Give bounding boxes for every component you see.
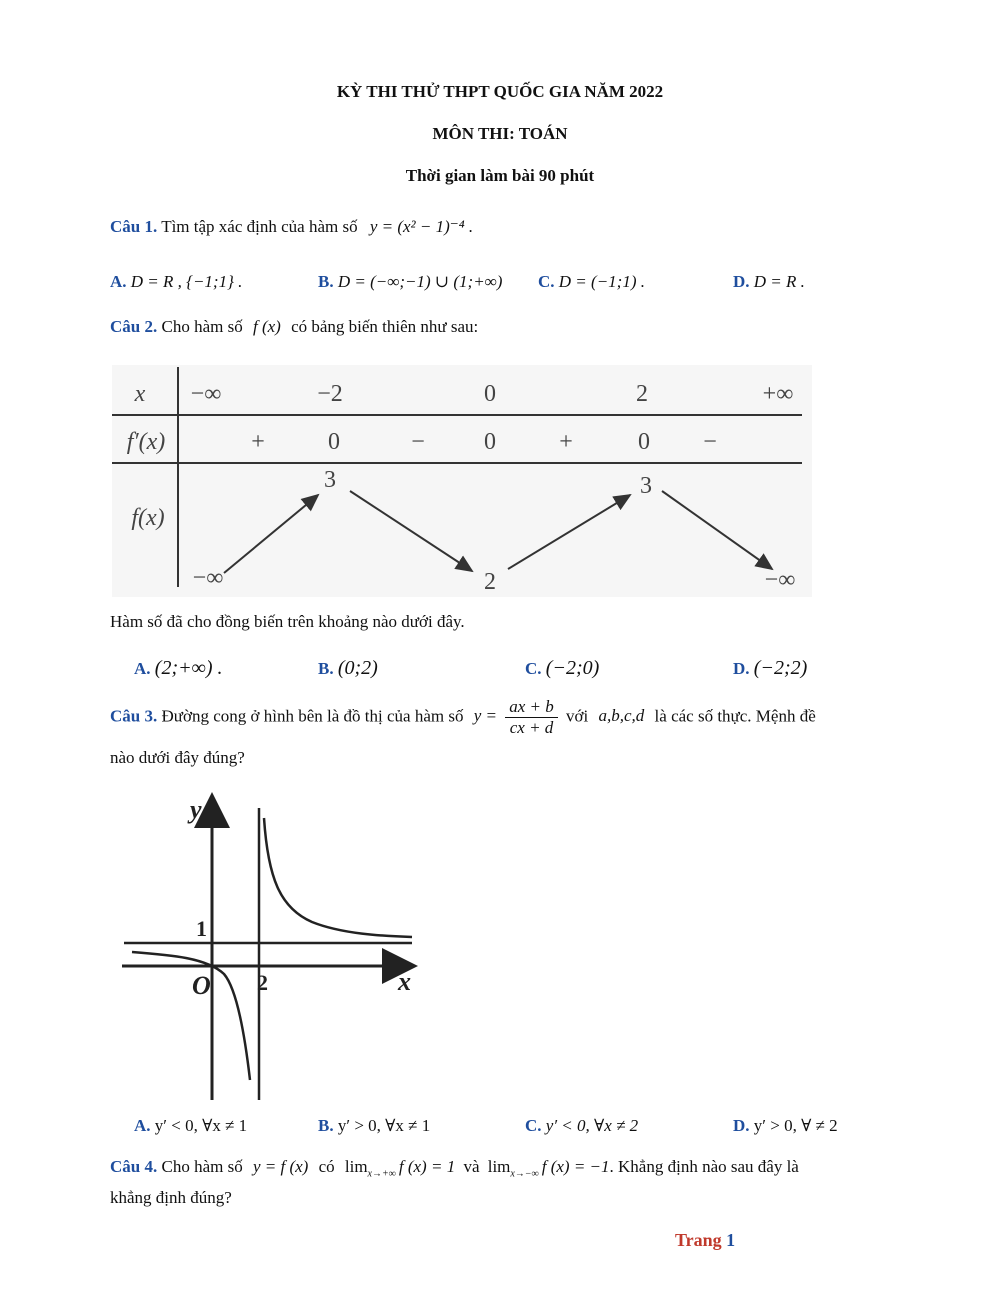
question-3-line2: nào dưới đây đúng? [110,748,245,767]
limit-2: $\lim_{x\to-\infty} f$ (x) = −1 [487,1157,610,1180]
row-label-f: f(x) [131,505,165,531]
question-2: Câu 2. Cho hàm số f (x) có bảng biến thiên như sau: [110,317,479,336]
q2-option-a[interactable]: A. (2;+∞) . [134,657,223,679]
right-branch [264,818,412,937]
exam-title: KỲ THI THỬ THPT QUỐC GIA NĂM 2022 [336,82,664,101]
question-4: Câu 4. Cho hàm số y = f (x) có $\lim_{x\to+\infty} f$ (x) = 1 và $\lim_{x\to-\infty} f$ (x) = −1. Khẳng định nào sau đây là [110,1157,799,1180]
tick-label-2: 2 [257,970,268,995]
sign: − [411,429,425,455]
subject-title: MÔN THI: TOÁN [432,124,568,143]
limit-1: $\lim_{x\to+\infty} f$ (x) = 1 [344,1157,456,1180]
f-value: −∞ [764,567,796,593]
question-2-label: Câu 2. [110,317,158,336]
q1-option-d[interactable]: D. D = R . [733,272,805,291]
sign: 0 [328,429,340,455]
sign: 0 [484,429,496,455]
q2-option-d[interactable]: D. (−2;2) [733,657,808,679]
question-1-label: Câu 1. [110,217,158,236]
sign: 0 [638,429,650,455]
q3-option-a[interactable]: A. y′ < 0, ∀x ≠ 1 [134,1116,248,1135]
x-value: 2 [636,381,648,407]
question-1-text: Tìm tập xác định của hàm số [161,217,358,236]
tick-label-1: 1 [196,916,207,941]
x-value: −2 [317,381,343,407]
x-value: −∞ [190,381,222,407]
row-label-fprime: f′(x) [126,429,166,455]
variation-table [112,365,812,597]
x-label: x [398,967,411,996]
question-1 [110,217,473,237]
f-value: 3 [324,467,336,493]
time-limit: Thời gian làm bài 90 phút [405,166,595,185]
question-2-prompt: Hàm số đã cho đồng biến trên khoảng nào dưới đây. [110,612,465,631]
question-3: Câu 3. Đường cong ở hình bên là đồ thị của hàm số y = $\frac{ax + b}{cx + d}$ với a,b,c,d là các số thực. Mệnh đề [110,697,816,737]
question-1-formula: y = (x² − 1)⁻⁴ . [369,217,474,236]
q3-option-d[interactable]: D. y′ > 0, ∀ ≠ 2 [733,1116,838,1135]
question-3-label: Câu 3. [110,706,158,726]
left-branch [132,952,250,1080]
q3-option-b[interactable]: B. y′ > 0, ∀x ≠ 1 [318,1116,431,1135]
x-value: +∞ [762,381,794,407]
q3-option-c[interactable]: C. y′ < 0, ∀x ≠ 2 [525,1116,639,1135]
q1-option-c[interactable]: C. D = (−1;1) . [538,272,645,291]
q2-option-b[interactable]: B. (0;2) [318,657,378,679]
fraction: $\frac{ax + b}{cx + d}$ [505,697,558,738]
question-4-label: Câu 4. [110,1157,158,1176]
f-value: 3 [640,473,652,499]
question-4-line2: khẳng định đúng? [110,1188,232,1207]
f-value: 2 [484,569,496,595]
sign: + [559,429,573,455]
x-value: 0 [484,381,496,407]
sign: − [703,429,717,455]
q1-option-b[interactable]: B. D = (−∞;−1) ∪ (1;+∞) [318,272,503,291]
y-label: y [190,795,202,824]
function-graph [112,788,422,1106]
row-label-x: x [134,381,146,407]
q1-option-a[interactable]: A. D = R , {−1;1} . [110,272,243,291]
q2-option-c[interactable]: C. (−2;0) [525,657,600,679]
sign: + [251,429,265,455]
page-number: Trang 1 [675,1230,736,1250]
f-value: −∞ [192,565,224,591]
origin-label: O [192,971,211,1000]
